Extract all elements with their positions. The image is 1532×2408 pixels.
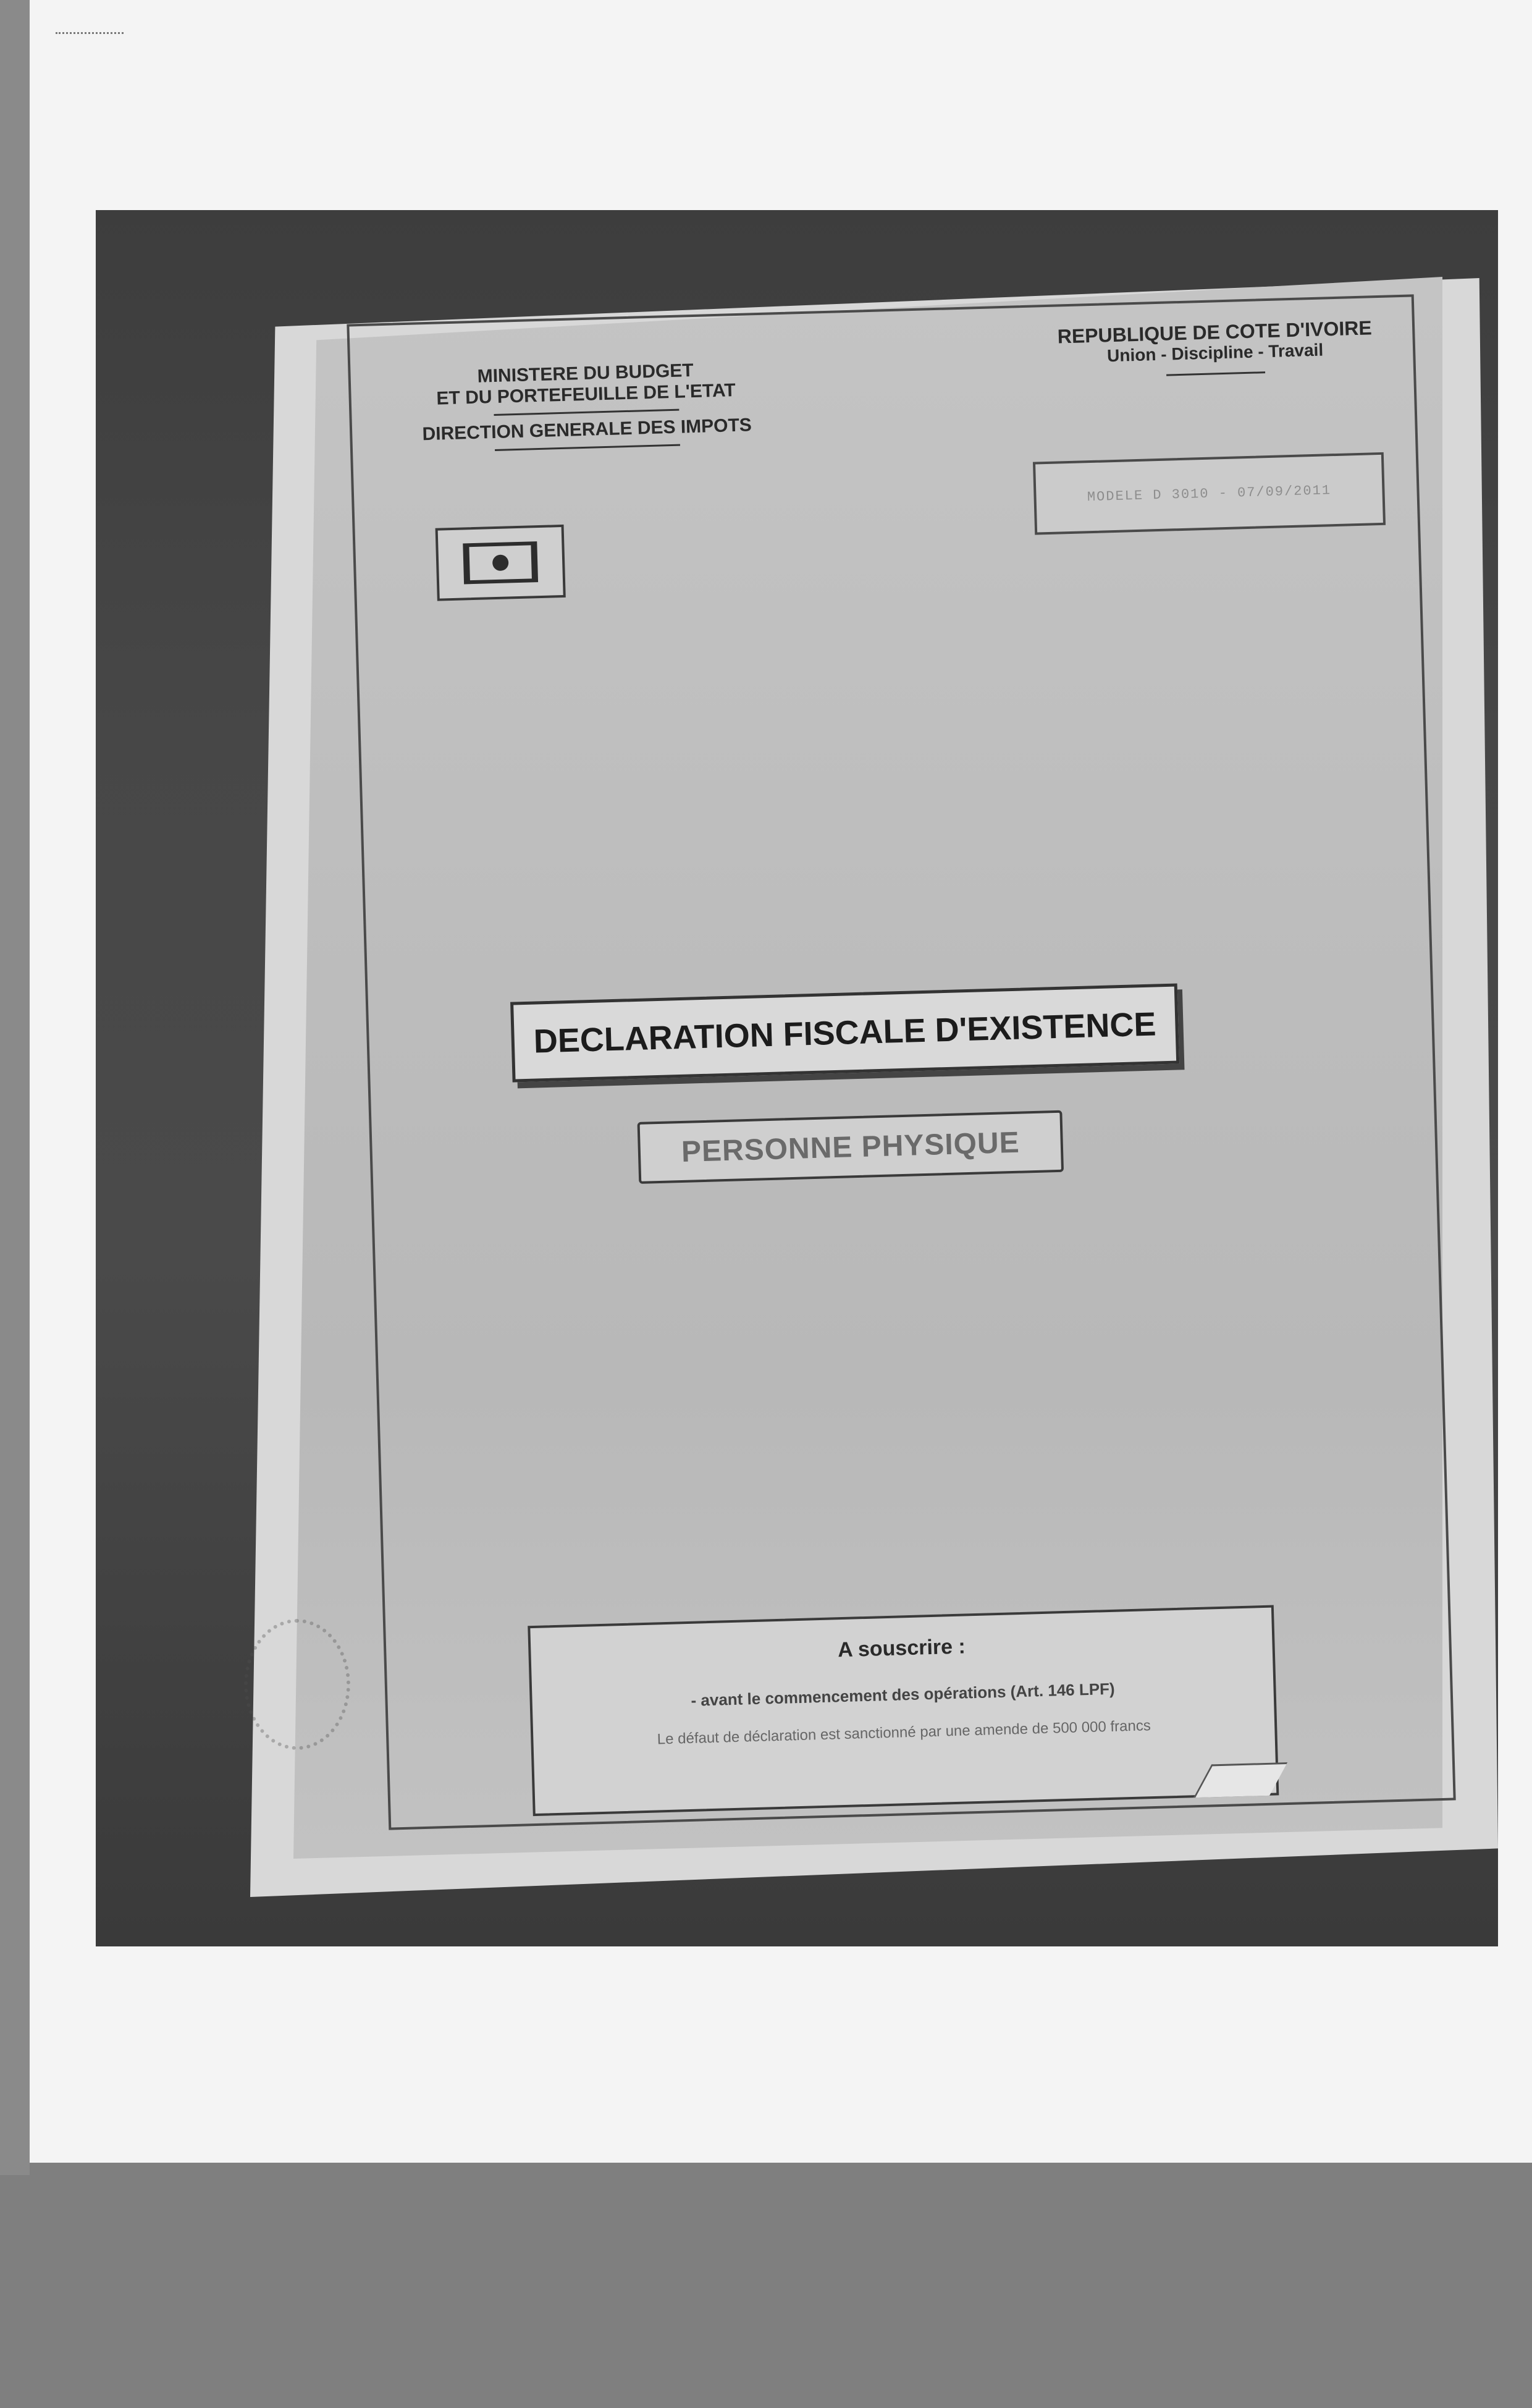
document-title: DECLARATION FISCALE D'EXISTENCE xyxy=(510,983,1179,1082)
logo-emblem-icon xyxy=(463,541,538,584)
republic-motto: Union - Discipline - Travail xyxy=(1106,340,1324,366)
notice-box xyxy=(528,1605,1279,1817)
corner-mark xyxy=(56,32,124,39)
republic-name: REPUBLIQUE DE COTE D'IVOIRE xyxy=(1057,316,1373,348)
notice-heading: A souscrire : xyxy=(837,1634,966,1662)
ministry-header xyxy=(394,358,779,460)
republic-header xyxy=(1029,316,1401,380)
form-model-box: MODELE D 3010 - 07/09/2011 xyxy=(1033,452,1386,535)
scan-left-edge xyxy=(0,0,30,2175)
document-subtitle: PERSONNE PHYSIQUE xyxy=(638,1110,1064,1184)
page-curl xyxy=(1193,1762,1287,1798)
ministry-line-2: ET DU PORTEFEUILLE DE L'ETAT xyxy=(436,380,736,409)
document-frame xyxy=(347,294,1455,1830)
dgi-logo xyxy=(436,525,566,601)
motto-divider xyxy=(1166,371,1265,376)
scan-bottom-margin xyxy=(0,2175,1532,2408)
notice-deadline: - avant le commencement des opérations (Art. 146 LPF) xyxy=(691,1679,1115,1710)
faded-stamp xyxy=(244,1619,350,1750)
directorate-line: DIRECTION GENERALE DES IMPOTS xyxy=(422,415,752,445)
document-photo xyxy=(96,210,1498,1946)
ministry-line-1: MINISTERE DU BUDGET xyxy=(477,360,694,387)
header-divider xyxy=(494,409,679,416)
notice-penalty: Le défaut de déclaration est sanctionné par une amende de 500 000 francs xyxy=(657,1717,1151,1748)
logo-dot xyxy=(492,554,509,571)
header-divider xyxy=(495,444,680,451)
